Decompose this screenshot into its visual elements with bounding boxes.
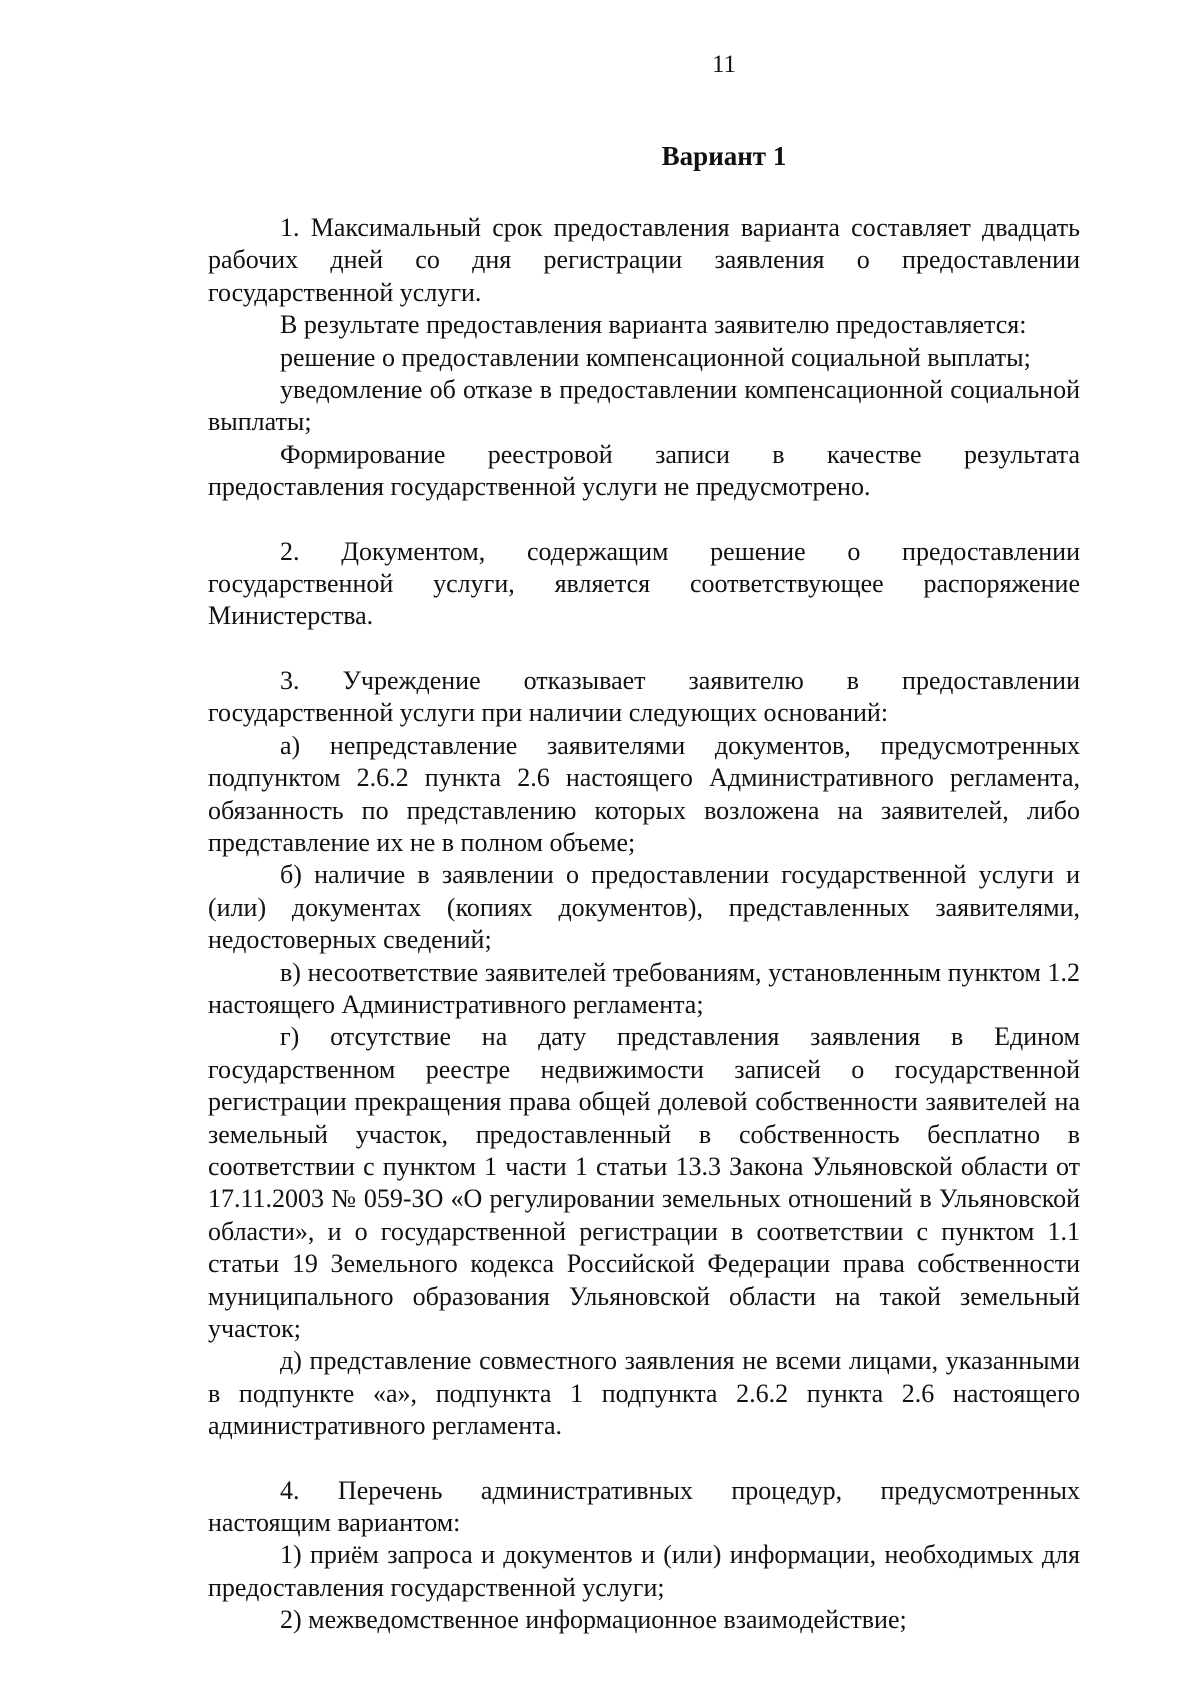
section-gap [208, 633, 1080, 665]
paragraph: 1) приём запроса и документов и (или) информации, необходимых для предоставления государственной услуги; [208, 1540, 1080, 1602]
paragraph: В результате предоставления варианта заявителю предоставляется: [280, 310, 1027, 340]
section-gap [208, 504, 1080, 536]
paragraph: уведомление об отказе в предоставлении компенсационной социальной выплаты; [208, 375, 1080, 437]
paragraph: 1. Максимальный срок предоставления варианта составляет двадцать рабочих дней со дня регистрации заявления о предоставлении государственной услуги. [208, 213, 1080, 307]
section-1 [208, 212, 1080, 504]
paragraph: г) отсутствие на дату представления заявления в Едином государственном реестре недвижимости записей о государственной регистрации прекращения права общей долевой собственности заявителей на земельный участок, предоставленный в собственность бесплатно в соответствии с пунктом 1 части 1 статьи 13.3 Закона Ульяновской области от 17.11.2003 № 059-ЗО «О регулировании земельных отношений в Ульяновской области», и о государственной регистрации в соответствии с пунктом 1.1 статьи 19 Земельного кодекса Российской Федерации права собственности муниципального образования Ульяновской области на такой земельный участок; [208, 1022, 1080, 1343]
section-4 [208, 1475, 1080, 1637]
paragraph: 2. Документом, содержащим решение о предоставлении государственной услуги, является соответствующее распоряжение Министерства. [208, 536, 1080, 631]
section-gap [208, 1443, 1080, 1475]
paragraph: решение о предоставлении компенсационной социальной выплаты; [280, 342, 1031, 372]
section-3 [208, 665, 1080, 1443]
paragraph: д) представление совместного заявления не всеми лицами, указанными в подпункте «а», подпункта 1 подпункта 2.6.2 пункта 2.6 настоящего административного регламента. [208, 1346, 1080, 1441]
paragraph: Формирование реестровой записи в качестве результата предоставления государственной услуги не предусмотрено. [208, 439, 1080, 502]
paragraph: б) наличие в заявлении о предоставлении государственной услуги и (или) документах (копиях документов), представленных заявителями, недостоверных сведений; [208, 860, 1080, 955]
page-number: 11 [711, 51, 737, 78]
variant-title: Вариант 1 [661, 141, 787, 171]
paragraph: 3. Учреждение отказывает заявителю в предоставлении государственной услуги при наличии следующих оснований: [208, 665, 1080, 728]
paragraph: в) несоответствие заявителей требованиям, установленным пунктом 1.2 настоящего Административного регламента; [208, 957, 1080, 1019]
section-2 [208, 536, 1080, 633]
paragraph: а) непредставление заявителями документов, предусмотренных подпунктом 2.6.2 пункта 2.6 настоящего Административного регламента, обязанность по представлению которых возложена на заявителей, либо представление их не в полном объеме; [208, 730, 1080, 857]
paragraph: 2) межведомственное информационное взаимодействие; [280, 1605, 907, 1635]
paragraph: 4. Перечень административных процедур, предусмотренных настоящим вариантом: [208, 1475, 1080, 1538]
